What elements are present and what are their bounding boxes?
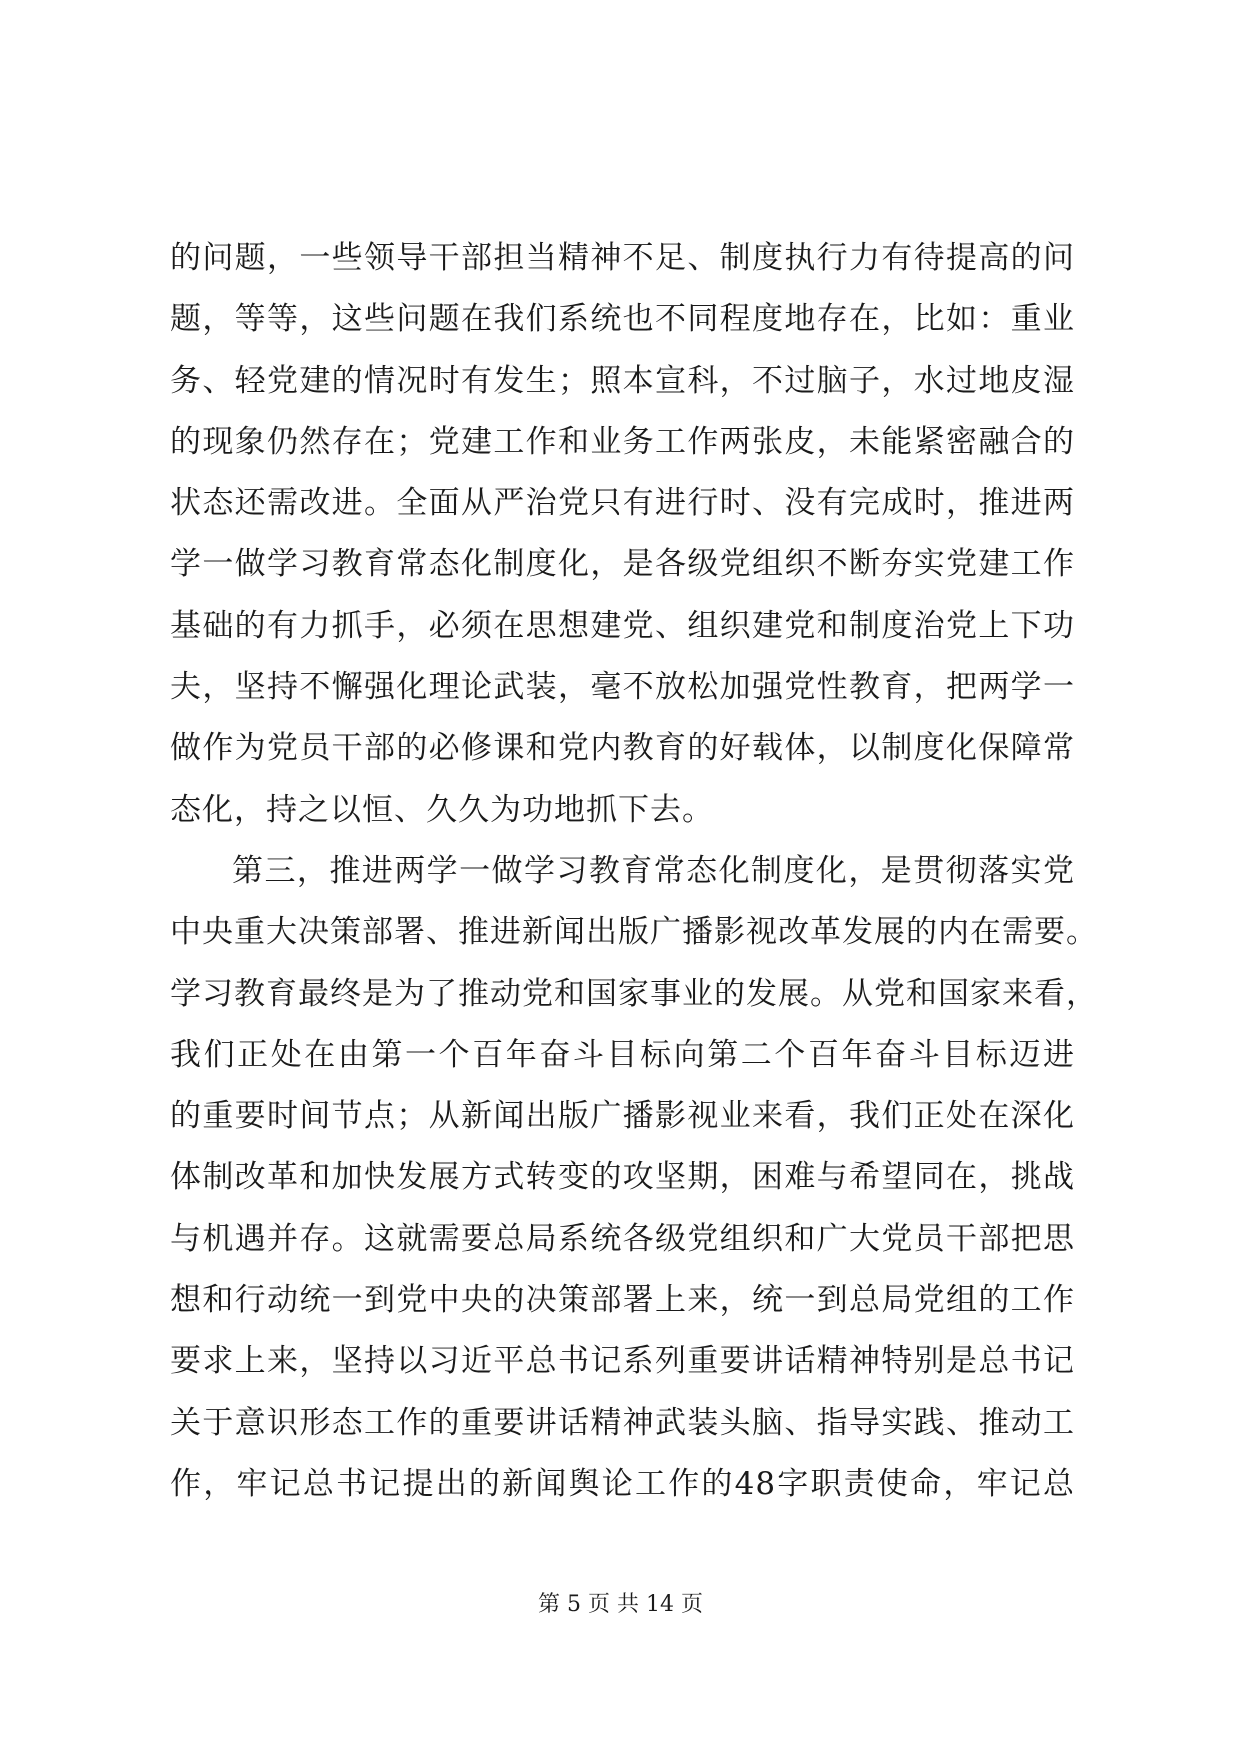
paragraph-start-line: 第三，推进两学一做学习教育常态化制度化，是贯彻落实党: [232, 852, 1075, 889]
text-line: 状态还需改进。全面从严治党只有进行时、没有完成时，推进两: [170, 485, 1075, 522]
text-line: 学一做学习教育常态化制度化，是各级党组织不断夯实党建工作: [170, 546, 1075, 583]
text-line: 夫，坚持不懈强化理论武装，毫不放松加强党性教育，把两学一: [170, 669, 1075, 706]
text-line: 我们正处在由第一个百年奋斗目标向第二个百年奋斗目标迈进: [170, 1036, 1075, 1073]
text-line: 的重要时间节点；从新闻出版广播影视业来看，我们正处在深化: [170, 1098, 1075, 1135]
text-line: 中央重大决策部署、推进新闻出版广播影视改革发展的内在需要。: [170, 914, 1098, 951]
text-line: 的现象仍然存在；党建工作和业务工作两张皮，未能紧密融合的: [170, 423, 1075, 460]
text-line: 想和行动统一到党中央的决策部署上来，统一到总局党组的工作: [170, 1282, 1075, 1319]
page-number-label: 第 5 页 共 14 页: [538, 1592, 703, 1617]
text-line: 的问题，一些领导干部担当精神不足、制度执行力有待提高的问: [170, 240, 1075, 276]
text-line: 作，牢记总书记提出的新闻舆论工作的48字职责使命，牢记总: [170, 1465, 1075, 1502]
text-line: 基础的有力抓手，必须在思想建党、组织建党和制度治党上下功: [170, 607, 1075, 644]
body-text: [170, 228, 1098, 1515]
text-line: 做作为党员干部的必修课和党内教育的好载体，以制度化保障常: [170, 730, 1075, 767]
page-footer: [0, 1590, 1241, 1620]
text-line: 态化，持之以恒、久久为功地抓下去。: [170, 791, 714, 828]
text-line: 与机遇并存。这就需要总局系统各级党组织和广大党员干部把思: [170, 1220, 1075, 1257]
text-line: 学习教育最终是为了推动党和国家事业的发展。从党和国家来看，: [170, 975, 1098, 1012]
text-line: 关于意识形态工作的重要讲话精神武装头脑、指导实践、推动工: [170, 1404, 1075, 1441]
text-line: 要求上来，坚持以习近平总书记系列重要讲话精神特别是总书记: [170, 1343, 1075, 1380]
text-line: 务、轻党建的情况时有发生；照本宣科，不过脑子，水过地皮湿: [170, 362, 1075, 399]
text-line: 题，等等，这些问题在我们系统也不同程度地存在，比如：重业: [170, 301, 1075, 338]
text-line: 体制改革和加快发展方式转变的攻坚期，困难与希望同在，挑战: [170, 1159, 1075, 1196]
